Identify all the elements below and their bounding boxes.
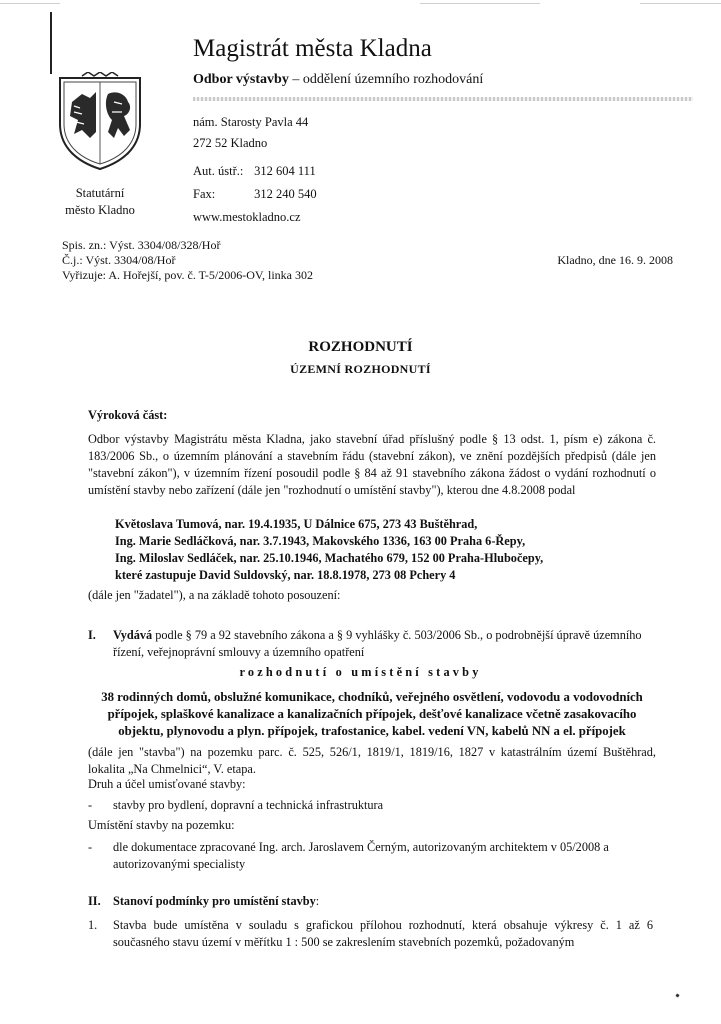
placement-label: Umístění stavby na pozemku: (88, 818, 235, 832)
scan-edge-line (420, 3, 540, 4)
operative-part-label: Výroková část: (88, 408, 168, 422)
fax-label: Fax: (193, 187, 216, 201)
handled-by: Vyřizuje: A. Hořejší, pov. č. T-5/2006-OV, linka 302 (62, 268, 313, 282)
phone-value: 312 604 111 (254, 164, 316, 178)
scan-edge-line (640, 3, 721, 4)
applicant-1: Květoslava Tumová, nar. 19.4.1935, U Dálnice 675, 273 43 Buštěhrad, (115, 517, 478, 531)
city-name-line1: Statutární (75, 186, 125, 200)
document-title: ROZHODNUTÍ (308, 339, 413, 355)
building-type-label: Druh a účel umisťované stavby: (88, 777, 246, 791)
placement-item: dle dokumentace zpracované Ing. arch. Jaroslavem Černým, autorizovaným architektem v 05/2008 a autorizovanými specialisty (113, 840, 609, 871)
file-reference: Spis. zn.: Výst. 3304/08/328/Hoř (62, 238, 221, 252)
intro-paragraph: Odbor výstavby Magistrátu města Kladna, jako stavební úřad příslušný podle § 13 odst. 1, písm e) zákona č. 183/2006 Sb., o územním plánování a stavebním řádu (stavební zákon), ve znění pozdějších předpisů (dále jen "stavební zákon"), v územním řízení posoudil podle § 84 až 91 stavebního zákona žádost o vydání rozhodnutí o umístění stavby nebo zařízení (dále jen "rozhodnutí o umístění stavby"), kterou dne 4.8.2008 podal (88, 432, 656, 497)
document-subtitle: ÚZEMNÍ ROZHODNUTÍ (290, 362, 431, 376)
applicant-2: Ing. Marie Sedláčková, nar. 3.7.1943, Makovského 1336, 163 00 Praha 6-Řepy, (115, 534, 526, 548)
phone-label: Aut. ústř.: (193, 164, 244, 178)
bullet-dash: - (88, 798, 93, 812)
section-1-verb: Vydává (113, 628, 153, 642)
section-2-colon: : (315, 894, 320, 908)
address-city: 272 52 Kladno (193, 136, 268, 150)
scan-speck (675, 993, 679, 997)
city-coat-of-arms-icon (52, 72, 148, 172)
section-2-number: II. (88, 894, 101, 908)
department-line (193, 71, 483, 89)
section-2-title: Stanoví podmínky pro umístění stavby (113, 894, 316, 908)
office-title: Magistrát města Kladna (193, 35, 432, 62)
building-type-item: stavby pro bydlení, dopravní a technická infrastruktura (113, 798, 384, 812)
scan-edge-line (0, 3, 60, 4)
header-rule (193, 97, 693, 101)
bullet-dash: - (88, 840, 93, 854)
fax-line (193, 186, 317, 202)
phone-line (193, 163, 316, 179)
location-paragraph: (dále jen "stavba") na pozemku parc. č. 525, 526/1, 1819/1, 1819/16, 1827 v katastrálním území Buštěhrad, lokalita „Na Chmelnici“, V. etapa. (88, 745, 656, 776)
document-number: Č.j.: Výst. 3304/08/Hoř (62, 253, 176, 267)
applicant-representative: které zastupuje David Suldovský, nar. 18.8.1978, 273 08 Pchery 4 (115, 568, 456, 582)
address-street: nám. Starosty Pavla 44 (193, 115, 309, 129)
website-link[interactable]: www.mestokladno.cz (193, 210, 301, 224)
crest-stem-line (50, 12, 52, 74)
city-name-line2: město Kladno (65, 203, 135, 217)
condition-1-text: Stavba bude umístěna v souladu s grafickou přílohou rozhodnutí, která obsahuje výkresy č. 1 až 6 současného stavu území v měřítku 1 : 500 se zakreslením stavebních pozemků, požadovaným (113, 918, 653, 949)
decision-spaced-title: rozhodnutí o umístění stavby (239, 665, 482, 679)
department-name: Odbor výstavby (193, 72, 289, 87)
building-description: 38 rodinných domů, obslužné komunikace, chodníků, veřejného osvětlení, vodovodu a vodovodních přípojek, splaškové kanalizace a kanalizačních přípojek, dešťové kanalizace včetně zasakovacího objektu, plynovodu a plyn. přípojek, trafostanice, kabel. vedení VN, kabelů NN a el. přípojek (101, 690, 643, 738)
fax-value: 312 240 540 (254, 187, 317, 201)
department-section: – oddělení územního rozhodování (288, 72, 484, 87)
condition-1-number: 1. (88, 918, 98, 932)
applicant-3: Ing. Miloslav Sedláček, nar. 25.10.1946, Machatého 679, 152 00 Praha-Hlubočepy, (115, 551, 544, 565)
applicant-definition: (dále jen "žadatel"), a na základě tohoto posouzení: (88, 588, 341, 602)
section-1-number: I. (88, 628, 96, 642)
section-2-heading (113, 893, 319, 910)
issue-date: Kladno, dne 16. 9. 2008 (557, 253, 673, 267)
section-1-rest: podle § 79 a 92 stavebního zákona a § 9 vyhlášky č. 503/2006 Sb., o podrobnější úpravě územního řízení, veřejnoprávní smlouvy a územního opatření (113, 628, 642, 659)
section-1-text (113, 627, 653, 661)
